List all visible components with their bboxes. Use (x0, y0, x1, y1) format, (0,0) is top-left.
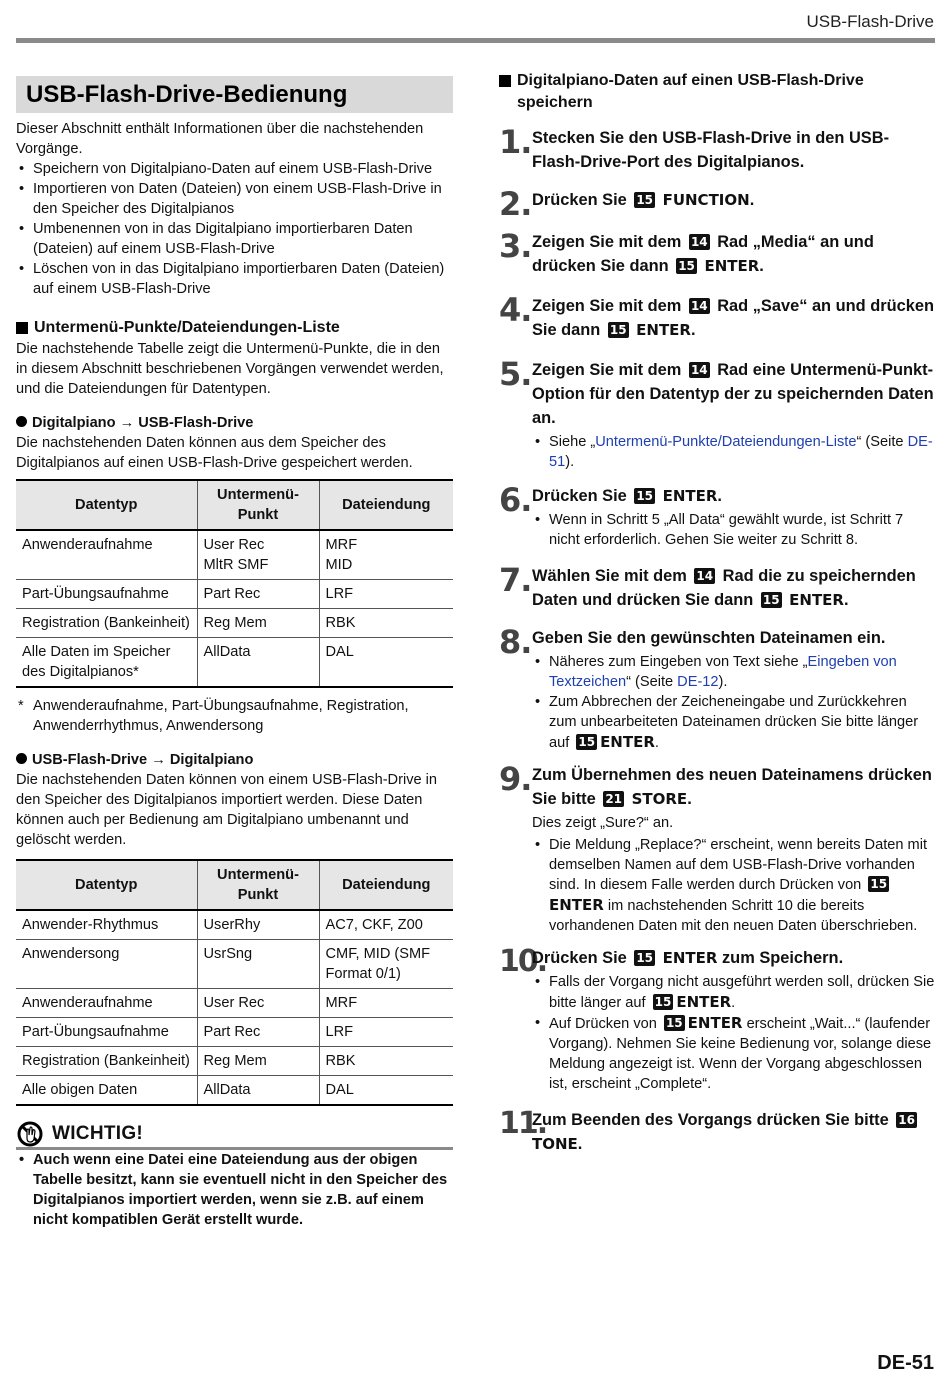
intro-text: Dieser Abschnitt enthält Informationen über die nachstehenden Vorgänge. (16, 121, 424, 157)
command-label: TONE (532, 1135, 578, 1153)
dot-bullet-icon (16, 416, 27, 427)
table-cell: Anwendersong (16, 940, 197, 989)
step-text: . (577, 1135, 583, 1153)
step-text: . (749, 191, 755, 209)
important-label: WICHTIG! (52, 1122, 144, 1144)
step-body (532, 230, 935, 278)
note-text: Zum Abbrechen der Zeicheneingabe und Zurückkehren zum unbearbeiteten Dateinamen drücken Sie bitte länger auf (549, 694, 919, 751)
submenu-heading (16, 317, 453, 339)
column-header: Datentyp (16, 480, 197, 530)
button-15-icon: 15 (636, 489, 654, 503)
table-row (16, 1076, 453, 1106)
step-body (532, 564, 935, 612)
step-10 (499, 946, 935, 1094)
table-row (16, 638, 453, 688)
table-cell: DAL (319, 1076, 453, 1106)
important-text: • Auch wenn eine Datei eine Dateiendung aus der obigen Tabelle besitzt, kann sie eventuell nicht in den Speicher des Digitalpianos importiert werden, wenn sie z.B. auf einem nicht kompatiblen Gerät erstellt wurde. (16, 1150, 453, 1230)
column-header: Untermenü-Punkt (197, 860, 319, 910)
step-note: • Wenn in Schritt 5 „All Data“ gewählt wurde, ist Schritt 7 nicht erforderlich. Gehen Sie weiter zu Schritt 8. (532, 510, 935, 550)
note-text: . (731, 995, 736, 1011)
step-note (532, 652, 935, 692)
intro-item: • Löschen von in das Digitalpiano importierbaren Daten (Dateien) auf einem USB-Flash-Drive (16, 259, 453, 299)
save-table-body (16, 530, 453, 687)
intro-item: • Importieren von Daten (Dateien) von einem USB-Flash-Drive in den Speicher des Digitalpianos (16, 179, 453, 219)
step-number: 5. (499, 355, 532, 393)
command-label: ENTER (662, 487, 718, 505)
column-header: Datentyp (16, 860, 197, 910)
step-number: 2. (499, 185, 532, 223)
table-cell: Reg Mem (197, 1047, 319, 1076)
step-text: Zum Beenden des Vorgangs drücken Sie bitte (532, 1111, 889, 1129)
step-6 (499, 481, 935, 550)
arrow-icon: → (119, 415, 135, 431)
square-bullet-icon (16, 322, 28, 334)
column-header: Dateiendung (319, 860, 453, 910)
step-number: 3. (499, 227, 532, 265)
step-text: . (759, 257, 764, 275)
table-cell-line: MltR SMF (203, 557, 269, 573)
table-row (16, 609, 453, 638)
command-label: ENTER (704, 257, 760, 275)
intro-item: • Speichern von Digitalpiano-Daten auf einem USB-Flash-Drive (16, 159, 453, 179)
note-text: . (654, 735, 659, 751)
step-instruction (532, 230, 935, 278)
command-label: ENTER (549, 896, 604, 914)
command-label: ENTER (636, 321, 691, 339)
step-text: Zeigen Sie mit dem (532, 361, 682, 379)
dot-bullet-icon (16, 753, 27, 764)
column-header: Dateiendung (319, 480, 453, 530)
step-number: 1. (499, 123, 532, 161)
table-cell: CMF, MID (SMF Format 0/1) (319, 940, 453, 989)
table-row (16, 530, 453, 580)
column-header: Untermenü-Punkt (197, 480, 319, 530)
table-cell-line: MID (325, 557, 353, 573)
note-text: Siehe „ (549, 434, 596, 450)
step-note (532, 692, 935, 753)
load-heading (16, 750, 453, 770)
note-text: Näheres zum Eingeben von Text siehe „ (549, 654, 808, 670)
load-heading-to: Digitalpiano (169, 752, 254, 768)
button-15-icon: 15 (678, 259, 695, 273)
save-table (16, 479, 453, 688)
table-cell: AC7, CKF, Z00 (319, 910, 453, 940)
step-instruction (532, 484, 935, 508)
step-list (499, 123, 935, 1156)
step-text: . (843, 591, 849, 609)
table-row (16, 580, 453, 609)
table-cell: LRF (319, 580, 453, 609)
step-instruction (532, 763, 935, 811)
button-15-icon: 15 (636, 193, 654, 207)
table-cell: Alle obigen Daten (16, 1076, 197, 1106)
submenu-heading-text: Untermenü-Punkte/Dateiendungen-Liste (34, 319, 340, 336)
table-cell: UsrSng (197, 940, 319, 989)
button-14-icon: 14 (690, 363, 708, 377)
command-label: ENTER (662, 949, 718, 967)
button-15-icon: 15 (870, 877, 888, 891)
step-instruction (532, 626, 935, 650)
command-label: ENTER (676, 993, 732, 1011)
step-body (532, 763, 935, 936)
save-procedure-heading (499, 70, 935, 114)
command-label: ENTER (687, 1014, 743, 1032)
table-cell: Registration (Bankeinheit) (16, 1047, 197, 1076)
step-text: . (717, 487, 722, 505)
footnote-mark: * (18, 698, 24, 714)
table-footnote (16, 696, 453, 736)
step-4 (499, 291, 935, 342)
step-text: Wählen Sie mit dem (532, 567, 687, 585)
command-label: FUNCTION (662, 191, 750, 209)
header-rule (16, 38, 935, 43)
table-header-row (16, 860, 453, 910)
warning-hand-icon (16, 1120, 44, 1148)
step-number: 4. (499, 291, 532, 329)
table-row (16, 940, 453, 989)
step-7 (499, 561, 935, 612)
note-text: “ (Seite (856, 434, 908, 450)
step-11 (499, 1108, 935, 1156)
table-cell: RBK (319, 609, 453, 638)
save-procedure-heading-text: Digitalpiano-Daten auf einen USB-Flash-Drive speichern (517, 72, 864, 111)
step-instruction (532, 1108, 935, 1156)
button-16-icon: 16 (898, 1113, 915, 1127)
step-text: Zeigen Sie mit dem (532, 233, 682, 251)
step-8 (499, 623, 935, 753)
step-number: 6. (499, 481, 532, 519)
command-label: STORE (631, 790, 688, 808)
table-cell: AllData (197, 1076, 319, 1106)
table-cell: MRF (319, 989, 453, 1018)
table-cell: UserRhy (197, 910, 319, 940)
button-14-icon: 14 (696, 569, 714, 583)
table-cell: Part-Übungsaufnahme (16, 1018, 197, 1047)
page-number: DE-51 (877, 1352, 934, 1374)
table-cell: Part-Übungsaufnahme (16, 580, 197, 609)
table-header-row (16, 480, 453, 530)
note-text: Die Meldung „Replace?“ erscheint, wenn bereits Daten mit demselben Namen auf dem USB-Flash-Drive vorhanden sind. In diesem Falle werden durch Drücken von (549, 837, 927, 893)
running-header: USB-Flash-Drive (806, 12, 934, 31)
page-reference-link[interactable]: DE-12 (677, 674, 719, 690)
command-label: ENTER (789, 591, 844, 609)
table-cell: Part Rec (197, 1018, 319, 1047)
cross-reference-link[interactable]: Eingeben von Textzeichen (549, 654, 897, 690)
intro-list (16, 159, 453, 299)
note-text: ). (718, 674, 728, 690)
step-number: 11. (499, 1106, 547, 1141)
important-heading (16, 1120, 453, 1150)
note-text: im nachstehenden Schritt 10 die bereits vorhandenen Daten mit den neuen Daten überschrieben. (549, 898, 918, 934)
button-15-icon: 15 (636, 951, 654, 965)
step-text: Zum Übernehmen des neuen Dateinamens drücken Sie bitte (532, 766, 932, 808)
table-cell: AllData (197, 638, 319, 688)
step-1 (499, 123, 935, 174)
step-5 (499, 355, 935, 472)
submenu-text: Die nachstehende Tabelle zeigt die Untermenü-Punkte, die in den in diesem Abschnitt beschriebenen Vorgängen verwendet werden, und die Dateiendungen für Datentypen. (16, 341, 444, 397)
button-21-icon: 21 (605, 792, 623, 806)
load-heading-from: USB-Flash-Drive (32, 752, 148, 768)
table-cell: User Rec (197, 989, 319, 1018)
step-3 (499, 227, 935, 278)
save-heading-to: USB-Flash-Drive (138, 415, 254, 431)
table-cell: Reg Mem (197, 609, 319, 638)
arrow-icon: → (151, 752, 166, 768)
button-15-icon: 15 (665, 1016, 683, 1030)
step-body (532, 1108, 935, 1156)
step-notes (532, 835, 935, 936)
note-text: Auf Drücken von (549, 1016, 657, 1032)
step-text: Geben Sie den gewünschten Dateinamen ein. (532, 629, 886, 647)
button-15-icon: 15 (578, 735, 596, 749)
step-text: Stecken Sie den USB-Flash-Drive in den USB-Flash-Drive-Port des Digitalpianos. (532, 129, 890, 171)
step-body (532, 188, 935, 220)
table-cell: Registration (Bankeinheit) (16, 609, 197, 638)
step-result-text: Dies zeigt „Sure?“ an. (532, 815, 674, 831)
right-column (499, 70, 935, 1156)
table-cell-line: MRF (325, 537, 358, 553)
table-cell: LRF (319, 1018, 453, 1047)
table-cell-line: User Rec (203, 537, 265, 553)
step-number: 10. (499, 944, 547, 979)
button-15-icon: 15 (654, 995, 672, 1009)
step-body (532, 126, 935, 174)
table-cell (319, 530, 453, 580)
table-row (16, 989, 453, 1018)
step-text: Drücken Sie (532, 949, 627, 967)
load-text: Die nachstehenden Daten können von einem USB-Flash-Drive in den Speicher des Digitalpianos importiert werden. Diese Daten können auch per Bedienung am Digitalpiano umbenannt und gelöscht werden. (16, 772, 438, 848)
note-text: ). (565, 454, 575, 470)
step-text: Rad die zu speichernden Daten und drücken Sie dann (532, 567, 916, 609)
step-number: 7. (499, 561, 532, 599)
step-body (532, 626, 935, 753)
square-bullet-icon (499, 75, 511, 87)
step-instruction (532, 358, 935, 430)
step-instruction (532, 294, 935, 342)
table-cell: Anwender-Rhythmus (16, 910, 197, 940)
step-body (532, 358, 935, 472)
table-cell: Part Rec (197, 580, 319, 609)
save-heading (16, 413, 453, 433)
step-text: Drücken Sie (532, 191, 627, 209)
step-text: Drücken Sie (532, 487, 627, 505)
step-text: Rad „Save“ an und drücken Sie dann (532, 297, 934, 339)
step-number: 9. (499, 760, 532, 798)
step-body (532, 484, 935, 550)
table-cell: Anwenderaufnahme (16, 989, 197, 1018)
table-row (16, 1018, 453, 1047)
step-notes (532, 972, 935, 1094)
step-notes (532, 432, 935, 472)
step-text: zum Speichern. (721, 949, 844, 967)
table-cell (197, 530, 319, 580)
command-label: ENTER (600, 733, 655, 751)
step-text: Zeigen Sie mit dem (532, 297, 682, 315)
page-reference-link[interactable]: DE-51 (549, 434, 933, 470)
step-body (532, 946, 935, 1094)
step-note (532, 972, 935, 1013)
step-text: Rad eine Untermenü-Punkt-Option für den Datentyp der zu speichernden Daten an. (532, 361, 934, 427)
table-cell: DAL (319, 638, 453, 688)
intro-item: • Umbenennen von in das Digitalpiano importierbaren Daten (Dateien) auf einem USB-Flash-Drive (16, 219, 453, 259)
step-instruction (532, 188, 935, 212)
step-number: 8. (499, 623, 532, 661)
note-text: Falls der Vorgang nicht ausgeführt werden soll, drücken Sie bitte länger auf (549, 974, 935, 1011)
button-15-icon: 15 (762, 593, 780, 607)
button-14-icon: 14 (690, 235, 708, 249)
save-text: Die nachstehenden Daten können aus dem Speicher des Digitalpianos auf einen USB-Flash-Drive gespeichert werden. (16, 435, 413, 471)
step-9 (499, 760, 935, 936)
step-note (532, 432, 935, 472)
button-14-icon: 14 (690, 299, 708, 313)
note-text: erscheint „Wait...“ (laufender Vorgang). Nehmen Sie keine Bedienung vor, solange diese Meldung angezeigt ist. Wenn der Vorgang abgeschlossen ist, erscheint „Complete“. (549, 1016, 932, 1092)
step-text: Rad „Media“ an und drücken Sie dann (532, 233, 874, 275)
button-15-icon: 15 (609, 323, 627, 337)
save-heading-from: Digitalpiano (32, 415, 116, 431)
step-body (532, 294, 935, 342)
step-note (532, 1013, 935, 1094)
note-text: “ (Seite (626, 674, 678, 690)
step-text: . (690, 321, 696, 339)
step-notes (532, 652, 935, 753)
step-instruction (532, 126, 935, 174)
step-instruction (532, 564, 935, 612)
step-notes (532, 510, 935, 550)
table-row (16, 1047, 453, 1076)
step-2 (499, 185, 935, 223)
cross-reference-link[interactable]: Untermenü-Punkte/Dateiendungen-Liste (595, 434, 857, 450)
table-cell: Anwenderaufnahme (16, 530, 197, 580)
left-column (16, 76, 453, 1230)
important-list (16, 1150, 453, 1230)
footnote-text: Anwenderaufnahme, Part-Übungsaufnahme, Registration, Anwenderrhythmus, Anwendersong (33, 698, 409, 734)
load-table (16, 859, 453, 1106)
section-title: USB-Flash-Drive-Bedienung (16, 76, 453, 113)
step-instruction (532, 946, 935, 970)
table-cell: RBK (319, 1047, 453, 1076)
load-table-body (16, 910, 453, 1105)
step-text: . (687, 790, 692, 808)
table-row (16, 910, 453, 940)
step-note (532, 835, 935, 936)
table-cell: Alle Daten im Speicher des Digitalpianos* (16, 638, 197, 688)
